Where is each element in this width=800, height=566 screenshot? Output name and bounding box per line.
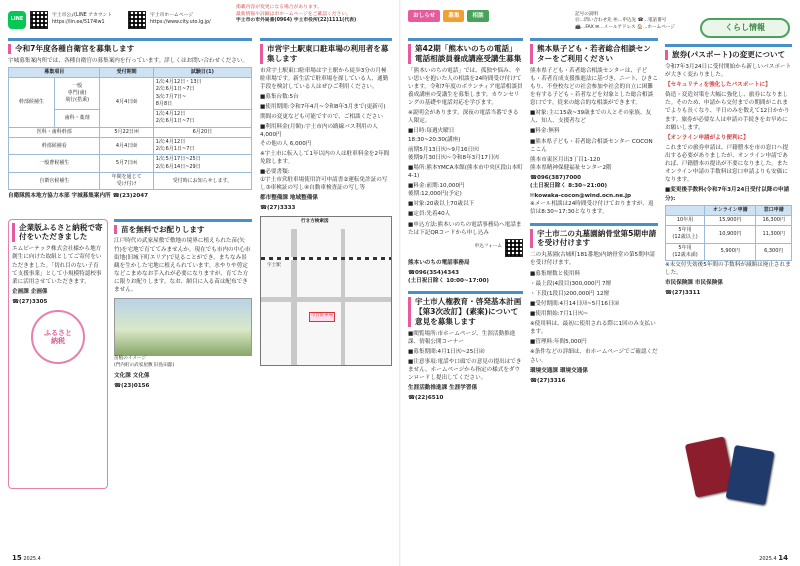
article-title: 令和7年度各種自衛官を募集します (8, 44, 252, 54)
article-human-rights (408, 291, 523, 402)
article-item: ・最上段(4段目)300,000円 7壇 (530, 280, 612, 287)
parking-map (260, 216, 392, 366)
contact-dept: 企画課 企画係 (12, 288, 48, 295)
article-item: ■利用料金(月額):宇土市内の路線バス利用の人 4,000円 その他の人 6,000円 (260, 124, 378, 147)
article-title: 市営宇土駅東口駐車場の利用者を募集します (260, 44, 392, 64)
col-1 (8, 38, 252, 489)
table-header: 募集項目 (9, 67, 100, 77)
photo-caption: 苗植のイメージ (門内町の武家屋敷 旧島田邸) (114, 356, 175, 368)
article-item: ■募集壇数と使用料 (530, 270, 581, 277)
contact-tel[interactable]: ☎(23)0156 (114, 382, 150, 389)
line-logo-icon: LINE (8, 11, 26, 29)
page-number: 15 (12, 553, 22, 562)
article-youth-center (530, 38, 658, 217)
col-4 (530, 38, 658, 385)
contact-tel[interactable]: ☎(22)6510 (408, 395, 444, 402)
article-item: ■定員:先着40人 (408, 211, 451, 218)
article-seedlings (114, 219, 252, 489)
article-body: 「熊本いのちの電話」では、孤独や悩み、辛い思いを抱いた人の相談を24時間受け付けています。令和7年度のボランティア電話相談員養成講座の受講生を募集します。カウンセリングの基礎や電話対応を学びます。 (408, 67, 523, 107)
article-item: ■申込方法:熊本いのちの電話事務局へ電話または下記QRコードから申し込み (408, 221, 522, 236)
section-heading: 【セキュリティを強化したパスポートに】 (665, 82, 771, 89)
seedling-photo (114, 298, 252, 356)
footer-left (12, 553, 41, 563)
article-title: 宇土市二の丸墓園納骨堂第5期申請を受け付けます (530, 229, 658, 249)
article-item: ※宇土市に転入して1年以内の人は駐車料金を2年間免除します。 (260, 150, 390, 165)
article-title: 苗を無料でお配りします (114, 225, 252, 235)
article-item: ■料金:前期:10,000円 後期:12,000円(予定) (408, 183, 465, 198)
footer-right (759, 553, 788, 563)
tag-notice: おしらせ (408, 10, 440, 22)
contact-email[interactable]: ✉kowaka-cocon@wind.ocn.ne.jp (530, 193, 632, 200)
contact-tel[interactable]: ☎(27)3305 (12, 298, 48, 305)
article-body: 熊本県子ども・若者総合相談センターは、子ども・若者育成支援推進法に基づき、ニート、ひきこもり、不登校などの社会参加や社会的自立に困難を有する子ども・若者などを対象とした総合相談窓口です。従来の総合的な相談ができます。 (530, 67, 658, 107)
article-body: 市営宇土駅東口駐車場は宇土駅から徒歩3分の月極駐車場です。新生活で駐車場を探している人、通勤手段を検討している人はぜひご利用ください。 (260, 67, 389, 90)
contact-dept: 生涯活動推進課 生涯学習係 (408, 385, 478, 392)
article-item: ■対象:20歳以上70歳以下 (408, 201, 475, 208)
article-passport (665, 44, 792, 298)
article-title: 第42期「熊本いのちの電話」電話相談員養成講座受講生募集 (408, 44, 523, 64)
map-parking-pin: 市営駐車場 (309, 312, 335, 322)
contact-tel[interactable]: ☎096(387)7000 (土日祝日除く 8:30~21:00) (530, 175, 608, 190)
article-note: ※メール相談は24時間受け付けておりますが、返信は8:30~17:30となります。 (530, 201, 654, 216)
contact-dept: 都市整備課 地域整備係 (260, 195, 318, 202)
article-ossuary (530, 223, 658, 385)
article-item: ■熊本県子ども・若者総合相談センター COCONここん (530, 138, 653, 153)
header-left (8, 5, 393, 35)
article-item: 前期5月13日㈫~9月16日㈫ 後期9月30日㈫~令和8年3月17日㈫ (408, 146, 500, 161)
section-heading: 【オンライン申請がより便利に】 (665, 134, 749, 141)
table-row: 自衛官候補生 年間を通じて 受け付け 受付時にお知らせします。 (9, 172, 252, 190)
contact-tel[interactable]: ☎(27)3316 (530, 377, 566, 384)
furusato-logo: ふるさと 納税 (31, 310, 85, 364)
table-row: 幹部候補生 一般 専門(歯) 飛行(搭乗) 4月4日㈮ 1次:4月12日・13日 2次:6月1日~7日 3次:7月7日~ 8月8日 (9, 78, 252, 110)
article-title: 旅券(パスポート)の変更について (665, 50, 792, 60)
tel-line: 宇土市の市外局番(0964) 宇土市役所(22)1111(代表) (236, 18, 357, 24)
homepage-link[interactable] (128, 5, 230, 35)
article-body: エムピーテック株式会社様から地方創生に向けた取組としてご寄付をいただきました。「切れ目のない子育て支援事業」として小規模特認校事業に活用させていただきます。 (12, 246, 102, 285)
article-item: ■使用期間:令和7年4月~令和8年3月まで(更新可) (260, 104, 386, 111)
contact-tel[interactable]: ☎(27)3311 (665, 290, 701, 297)
table-row: 10年用 15,900円 16,300円 (666, 215, 792, 225)
article-item: 熊本市東区月出3丁目1-120 熊本県精神保健福祉センター2階 (530, 156, 612, 171)
tag-recruit: 募集 (443, 10, 464, 22)
article-item: ■対象:主に15歳~39歳までの人とその家族、友人、知人、支援者など (530, 110, 652, 125)
article-item: ■受付期間:4月14日㈪~5月16日㈮ (530, 300, 620, 307)
article-item: ■日時:毎週火曜日 18:30~20:30(講座) (408, 128, 461, 143)
map-station-label: 宇土駅 (267, 263, 281, 269)
article-item: ※使用料は、最初に使用される際に1回のみ支払います。 (530, 321, 656, 336)
article-item: ■使用開始:7月1日㈫~ (530, 310, 589, 317)
section-title: くらし情報 (700, 18, 790, 38)
article-item: ・下段(1段目)200,000円 12壇 (530, 290, 610, 297)
issue-date: 2025.4 (759, 555, 777, 562)
fee-note: ※未交付失効後5年間の手数料が減額は廃止されました。 (665, 262, 791, 277)
issue-date: 2025.4 (23, 555, 41, 562)
table-header: 試験日(1) (153, 67, 251, 77)
article-item: ※条件などの詳細は、市ホームページでご確認ください。 (530, 349, 658, 364)
article-item: ■管理料:年間5,000円 (530, 339, 587, 346)
article-item: 期間の変更なども可能ですので、ご相談ください (260, 114, 383, 121)
article-item: ■募集期間:4月1日㈫~25日㈮ (408, 348, 485, 355)
contact-tel[interactable]: ☎(27)3333 (260, 205, 296, 212)
contact-dept: 熊本いのちの電話事務局 (408, 259, 470, 266)
article-title: 熊本県子ども・若者総合相談センターをご利用ください (530, 44, 658, 64)
table-row: 一般曹候補生 5月7日㈬ 1次:5月17日~25日 2次:6月14日~29日 (9, 155, 252, 173)
article-inochi-phone (408, 38, 523, 285)
qr-code-icon (128, 11, 146, 29)
article-item: ■場所:熊本YMCA本館(熊本市中央区段山本町4-1) (408, 164, 523, 180)
contact-dept: 文化課 文化係 (114, 372, 150, 379)
article-item: ■募集台数:5台 (260, 94, 299, 101)
contact-dept: 環境交通課 環境交通係 (530, 367, 588, 374)
article-lead: 宇城募集案内所では、各種自衛官の募集案内を行っています。詳しくはお問い合わせください。 (8, 57, 249, 64)
table-row: 歯科・薬剤 1次:4月12日 2次:6月1日~7日 (9, 110, 252, 128)
fee-table: オンライン申請 窓口申請 10年用 15,900円 16,300円 5年用 (12歳以上) 10,900円 11,300円 5年用 (12歳未満) 5,900円 6,300円 (665, 205, 792, 262)
article-body: これまでの旅券申請は、戸籍謄本を市の窓口へ提出する必要がありましたが、オンライン申請であれば、戸籍謄本の提出が不要になりました。またオンライン申請の手数料は窓口申請よりも安価になります。 (665, 144, 789, 184)
map-road (341, 229, 345, 365)
table-header: 受付期間 (100, 67, 153, 77)
contact-dept: 市民保険課 市民保険係 (665, 280, 723, 287)
article-body: 偽造・変造対策を大幅に強化し、旅券になりました。そのため、申請から交付までの期間がこれまでよりも長くなり、平日のみを数えて12日かかります。旅券が必要な人は申請の手続きをお早めにお願いします。 (665, 92, 790, 131)
article-title: 宇土市人権教育・啓発基本計画【第3次改訂】(素案)について意見を募集します (408, 297, 523, 327)
article-furusato (8, 219, 108, 489)
col-2 (260, 38, 392, 366)
header-note: 掲載内容が変更になる場合があります。 最新情報や詳細は市ホームページをご確認ください。 (236, 5, 352, 17)
article-body: 江戸時代の武家屋敷で敷地の境界に植えられた苗(矢竹)を宅地で育ててみませんか。現在でも市内の中心市街地(旧城下町エリア)で見ることができ、まちなみ景観を生かした宅地に植えられています。水やりや剪定などこまめなお手入れが必要になりますが、育てた方に限りお配りします。なお、網目に入る苗は配布できません。 (114, 238, 251, 294)
map-title: 行き方検索図 (301, 219, 329, 225)
qr-code-icon[interactable] (505, 239, 523, 257)
line-account[interactable] (8, 5, 122, 35)
article-item: ■注意事項:電話や口頭での意見の提出はできません。ホームページから指定の様式をダウンロードし提出してください。 (408, 359, 522, 382)
article-item: ■閲覧場所:市ホームページ、生涯活動推進課、情報公開コーナー (408, 330, 516, 345)
page-number: 14 (778, 553, 788, 562)
article-item: ■必要書類: ①宇土市営駐車場使用許可申請書②運転免許証の写し③車検証の写し④自動車検査証の写し等 (260, 168, 388, 192)
homepage-url[interactable]: 宇土市ホームページ https://www.city.uto.lg.jp/ (150, 13, 211, 25)
map-railway (261, 257, 391, 260)
article-title: 企業版ふるさと納税で寄付をいただきました (12, 223, 104, 243)
article-body: 令和7年3月24日に受付開始から新しいパスポートが大きく変わりました。 (665, 63, 792, 78)
symbol-legend: 記号の説明 ㊐…問い合わせ先 ㊡…申込先 ☎…電話番号 📠…FAX ✉…メールアドレス 🏠…ホームページ (575, 12, 675, 30)
table-row: 幹部候補看 4月4日㈮ 1次:4月12日 2次:6月1日~7日 (9, 137, 252, 155)
tag-consult: 相談 (467, 10, 488, 22)
table-row: 医科・歯科幹部 5月22日㈭ 6月20日 (9, 127, 252, 137)
col-5 (665, 44, 792, 298)
col-3 (408, 38, 523, 403)
line-url[interactable]: 宇土市公式LINE アカウント https://lin.ee/5174Iw1 (52, 13, 113, 25)
table-row: 5年用 (12歳未満) 5,900円 6,300円 (666, 243, 792, 261)
article-parking (260, 38, 392, 366)
qr-label: 申込フォーム (474, 244, 502, 250)
category-tags (408, 10, 489, 22)
article-sdf-recruit (8, 38, 252, 201)
map-road (261, 297, 391, 302)
article-item: ■料金:無料 (530, 128, 560, 135)
fee-heading: ■変更後手数料(令和7年3月24日受付以降の申請分): (665, 187, 790, 202)
contact-info: 自衛隊熊本地方協力本部 宇城募集案内所 ☎(23)2047 (8, 193, 149, 200)
article-item: ※説明会があります。深夜の電話当番できる人限定。 (408, 110, 519, 125)
qr-code-icon (30, 11, 48, 29)
page-gutter (399, 0, 401, 566)
contact-tel[interactable]: ☎096(354)4343 (土日祝日除く 10:00~17:00) (408, 269, 489, 285)
recruit-table (8, 67, 252, 191)
table-row: 5年用 (12歳以上) 10,900円 11,300円 (666, 226, 792, 244)
passport-image (726, 445, 775, 505)
article-body: 二の丸墓園(古城町181番地)内納骨堂の第5期申請を受け付けます。 (530, 252, 655, 267)
